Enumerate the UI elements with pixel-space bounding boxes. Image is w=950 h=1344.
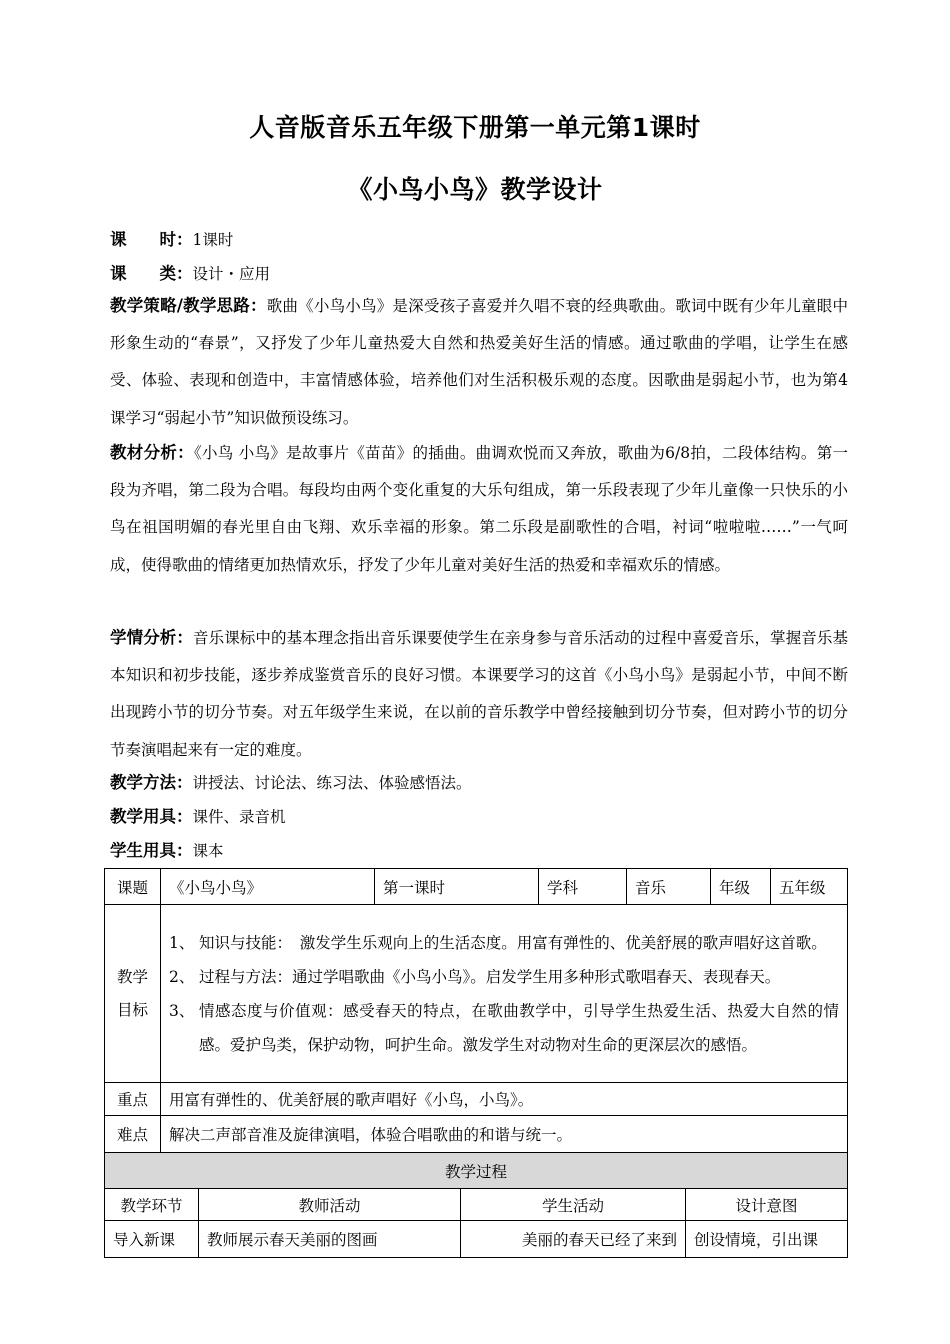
goal-item: 1、 知识与技能： 激发学生乐观向上的生活态度。用富有弹性的、优美舒展的歌声唱好这首歌。 <box>169 933 827 952</box>
table-row-header <box>105 869 848 905</box>
cell-goals-label: 教学目标 <box>105 905 161 1083</box>
student-tools-text: 课本 <box>192 842 224 860</box>
goals-list <box>169 922 839 1066</box>
cell-subject-value: 音乐 <box>627 869 711 905</box>
lesson-table <box>104 868 848 1189</box>
document-title: 人音版音乐五年级下册第一单元第1课时 <box>249 113 701 142</box>
table-row-key <box>105 1083 848 1116</box>
table-row-process-title <box>105 1153 848 1189</box>
strategy-label: 教学策略/教学思路： <box>110 296 267 315</box>
material-text: 《小鸟 小鸟》是故事片《苗苗》的插曲。曲调欢悦而又奔放，歌曲为6/8拍，二段体结构。第一段为齐唱，第二段为合唱。每段均由两个变化重复的大乐句组成，第一乐段表现了少年儿童像一只快乐的小鸟在祖国明媚的春光里自由飞翔、欢乐幸福的形象。第二乐段是副歌性的合唱，衬词“啦啦啦……”一气呵成，使得歌曲的情绪更加热情欢乐，抒发了少年儿童对美好生活的热爱和幸福欢乐的情感。 <box>110 444 848 574</box>
method-text: 讲授法、讨论法、练习法、体验感悟法。 <box>192 774 472 792</box>
cell-topic-label: 课题 <box>105 869 161 905</box>
cell-key-label: 重点 <box>105 1083 161 1116</box>
table-row-goals <box>105 905 848 1083</box>
document-subtitle: 《小鸟小鸟》教学设计 <box>347 175 603 204</box>
process-intent: 创设情境，引出课 <box>686 1221 848 1258</box>
goal-item: 2、 过程与方法：通过学唱歌曲《小鸟小鸟》。启发学生用多种形式歌唱春天、表现春天。 <box>169 967 781 986</box>
period-label: 课 时： <box>110 230 193 249</box>
student-paragraph <box>110 619 848 769</box>
process-header-teacher: 教师活动 <box>199 1189 461 1221</box>
process-teacher: 教师展示春天美丽的图画 <box>199 1221 461 1258</box>
meta-type <box>110 260 848 284</box>
process-header-student: 学生活动 <box>461 1189 686 1221</box>
cell-topic-value: 《小鸟小鸟》 <box>161 869 375 905</box>
type-label: 课 类： <box>110 264 193 283</box>
goal-item: 3、 情感态度与价值观：感受春天的特点，在歌曲教学中，引导学生热爱生活、热爱大自然的情感。爱护鸟类，保护动物，呵护生命。激发学生对动物对生命的更深层次的感悟。 <box>169 1001 839 1054</box>
student-tools-label: 学生用具： <box>110 841 193 860</box>
material-label: 教材分析： <box>110 443 194 462</box>
process-header-intent: 设计意图 <box>686 1189 848 1221</box>
meta-period <box>110 226 848 250</box>
method-line <box>110 769 848 793</box>
process-row <box>105 1221 848 1258</box>
process-student: 美丽的春天已经了来到 <box>461 1221 686 1258</box>
cell-period: 第一课时 <box>375 869 539 905</box>
student-label: 学情分析： <box>110 628 193 647</box>
table-row-difficulty <box>105 1116 848 1153</box>
cell-key-text: 用富有弹性的、优美舒展的歌声唱好《小鸟，小鸟》。 <box>161 1083 848 1116</box>
cell-grade-value: 五年级 <box>771 869 848 905</box>
student-tools-line <box>110 837 848 861</box>
student-text: 音乐课标中的基本理念指出音乐课要使学生在亲身参与音乐活动的过程中喜爱音乐，掌握音乐基本知识和初步技能，逐步养成鉴赏音乐的良好习惯。本课要学习的这首《小鸟小鸟》是弱起小节，中间不断出现跨小节的切分节奏。对五年级学生来说，在以前的音乐教学中曾经接触到切分节奏，但对跨小节的切分节奏演唱起来有一定的难度。 <box>110 629 849 759</box>
process-header-stage: 教学环节 <box>105 1189 199 1221</box>
cell-subject-label: 学科 <box>539 869 627 905</box>
cell-diff-label: 难点 <box>105 1116 161 1153</box>
cell-process-title: 教学过程 <box>105 1153 848 1189</box>
type-value: 设计・应用 <box>192 265 271 283</box>
strategy-paragraph <box>110 287 848 437</box>
cell-diff-text: 解决二声部音准及旋律演唱，体验合唱歌曲的和谐与统一。 <box>161 1116 848 1153</box>
process-stage: 导入新课 <box>105 1221 199 1258</box>
period-value: 1课时 <box>192 231 234 249</box>
tools-line <box>110 803 848 827</box>
tools-label: 教学用具： <box>110 807 193 826</box>
process-table <box>104 1188 848 1258</box>
method-label: 教学方法： <box>110 773 193 792</box>
material-paragraph <box>110 434 848 584</box>
cell-goals <box>161 905 848 1083</box>
cell-grade-label: 年级 <box>711 869 771 905</box>
process-header-row <box>105 1189 848 1221</box>
tools-text: 课件、录音机 <box>192 808 286 826</box>
strategy-text: 歌曲《小鸟小鸟》是深受孩子喜爱并久唱不衰的经典歌曲。歌词中既有少年儿童眼中形象生动的“春景”，又抒发了少年儿童热爱大自然和热爱美好生活的情感。通过歌曲的学唱，让学生在感受、体验、表现和创造中，丰富情感体验，培养他们对生活积极乐观的态度。因歌曲是弱起小节，也为第4课学习“弱起小节”知识做预设练习。 <box>110 297 848 427</box>
